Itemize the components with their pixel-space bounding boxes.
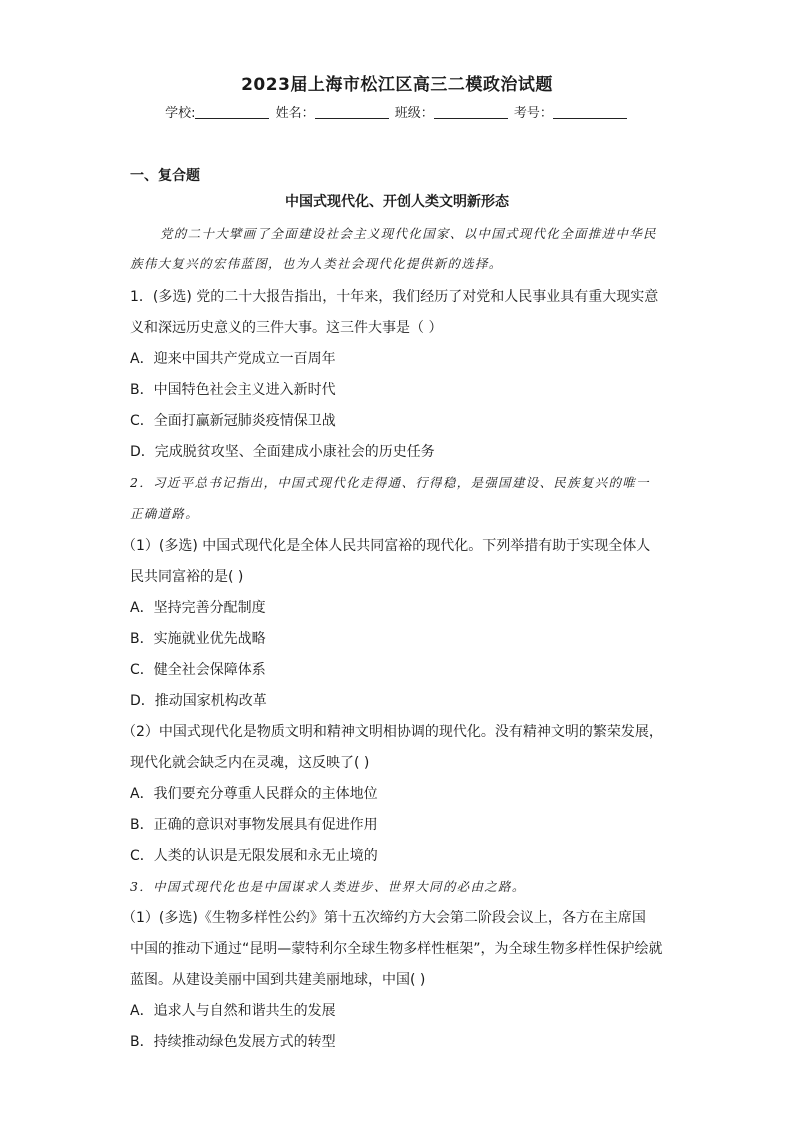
q2-stem-line-2: 正确道路。: [130, 506, 200, 521]
q2-1-stem-line-1: （1）(多选) 中国式现代化是全体人民共同富裕的现代化。下列举措有助于实现全体人: [122, 538, 651, 554]
name-blank[interactable]: [315, 106, 389, 119]
q1-stem-line-1: 1．(多选) 党的二十大报告指出，十年来，我们经历了对党和人民事业具有重大现实意: [130, 289, 659, 305]
q2-1-option-d: D．推动国家机构改革: [130, 693, 267, 709]
q2-1-stem-line-2: 民共同富裕的是( ): [130, 569, 244, 585]
q1-stem-line-2: 义和深远历史意义的三件大事。这三件大事是（ ）: [130, 320, 443, 336]
q1-option-c: C．全面打赢新冠肺炎疫情保卫战: [130, 413, 336, 429]
exam-title: 2023届上海市松江区高三二模政治试题: [241, 75, 553, 95]
section-heading: 一、复合题: [130, 168, 200, 184]
student-info-fields: [0, 102, 794, 121]
q1-option-b: B．中国特色社会主义进入新时代: [130, 382, 336, 398]
school-label: 学校:: [165, 106, 196, 121]
section-subtitle: 中国式现代化、开创人类文明新形态: [285, 194, 509, 210]
q2-1-option-b: B．实施就业优先战略: [130, 631, 266, 647]
q2-1-option-a: A．坚持完善分配制度: [130, 600, 266, 616]
q2-1-option-c: C．健全社会保障体系: [130, 662, 266, 678]
intro-line-2: 族伟大复兴的宏伟蓝图，也为人类社会现代化提供新的选择。: [130, 256, 503, 271]
intro-line-1: 党的二十大擘画了全面建设社会主义现代化国家、以中国式现代化全面推进中华民: [160, 226, 657, 241]
exam-number-blank[interactable]: [553, 106, 627, 119]
q2-2-stem-line-2: 现代化就会缺乏内在灵魂，这反映了( ): [130, 755, 370, 771]
q3-1-stem-line-3: 蓝图。从建设美丽中国到共建美丽地球，中国( ): [130, 972, 426, 988]
exam-number-label: 考号：: [513, 106, 553, 121]
q3-stem-line-1: 3．中国式现代化也是中国谋求人类进步、世界大同的必由之路。: [130, 879, 526, 894]
q2-stem-line-1: 2．习近平总书记指出，中国式现代化走得通、行得稳，是强国建设、民族复兴的唯一: [130, 475, 650, 490]
q2-2-option-c: C．人类的认识是无限发展和永无止境的: [130, 848, 378, 864]
q3-1-option-a: A．追求人与自然和谐共生的发展: [130, 1003, 336, 1019]
q3-1-stem-line-1: （1）(多选)《生物多样性公约》第十五次缔约方大会第二阶段会议上，各方在主席国: [122, 910, 646, 926]
name-label: 姓名：: [275, 106, 315, 121]
q1-option-a: A．迎来中国共产党成立一百周年: [130, 351, 336, 367]
school-blank[interactable]: [195, 106, 269, 119]
q2-2-option-a: A．我们要充分尊重人民群众的主体地位: [130, 786, 378, 802]
class-blank[interactable]: [434, 106, 508, 119]
q2-2-option-b: B．正确的意识对事物发展具有促进作用: [130, 817, 378, 833]
q2-2-stem-line-1: （2）中国式现代化是物质文明和精神文明相协调的现代化。没有精神文明的繁荣发展，: [122, 724, 663, 740]
q3-1-option-b: B．持续推动绿色发展方式的转型: [130, 1034, 336, 1050]
q1-option-d: D．完成脱贫攻坚、全面建成小康社会的历史任务: [130, 444, 435, 460]
q3-1-stem-line-2: 中国的推动下通过“昆明—蒙特利尔全球生物多样性框架”，为全球生物多样性保护绘就: [130, 941, 663, 957]
class-label: 班级：: [394, 106, 434, 121]
